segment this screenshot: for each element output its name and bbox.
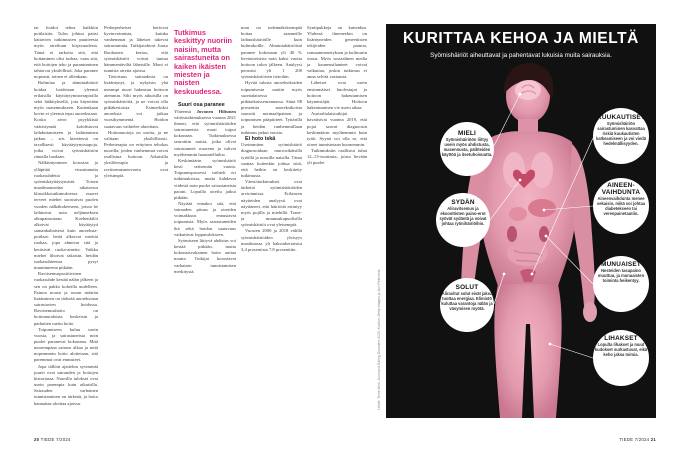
paragraph: Tietoisuus sairaudesta on lisääntynyt, ja nykyisin yhä useampi nuori hakeutuu hoitoon aiemmin. Silti myös aikuisilla on syömishäiriöitä, ja ne voivat olla pitkäkestoisia. Esimerkiksi anoreksia voi jatkua vuosikymmeniä. Hoidon saatavuus vaihtelee alueittain. [104,74,168,129]
paragraph: Vuosien 2000 ja 2018 välillä syömishäiriöiden yleisyys maailmassa yli kaksinkertaistui 3,4 prosentista 7,8 prosenttiin. [241,228,302,252]
magazine-issue-left: TIEDE 7/2024 [40,437,71,442]
infographic-title: KURITTAA KEHOA JA MIELTÄ [403,30,639,47]
paragraph: Bulimiaa ja ahmintahäiriö hoidaa hoidetaan yleensä erilaisilla käyttäytymisterapioilla sekä lääkityksellä, jota käytetään myös masennukseen. Kuitenkaan kovin ei yleensä tepsi anoreksiaan. Koska aivot psyykkistä vääristymää kohdistuvat laihduttamiseen ja laihtuminen jatkuu – siis kiertäessä on tavallisesti käyttäytymistapoja, jotka voivat syömishäiriön rinnalla luodaan. [34,80,98,160]
callout-solut [440,278,494,332]
text-column-2 [104,25,168,420]
stomach-shape [509,207,527,221]
callout-body: Syömishäiriöön liittyy usein myös ahdistusta, masennusta, päihteiden käyttöä ja itsetuhoisuutta. [441,137,493,157]
callout-title: SYDÄN [451,199,475,206]
paragraph: Useimmiten syömishäiriö diagnosoidaan murrosikäisillä tytöillä ja nuorilla naisilla. Tämä saattaa kuitenkin johtua siitä, että heihin on keskitetty tutkimusta. [241,142,302,178]
callout-title: LIHAKSET [604,335,638,342]
page-number-left: 20 [34,437,40,442]
callout-title: SOLUT [455,284,479,291]
brain-shape [515,80,541,100]
paragraph: Toipumiseen kuluu usein vuosia, ja sairastuneista noin puolet paranevat kokonaan. Mitä nuorempana sairaus alkaa ja mitä nopeammin hoito aloitetaan, sitä paremmat ovat ennusteet. [34,326,98,363]
footer-left [34,437,71,442]
paragraph: Perheperheiset kertovat hyvinvoinnista, kuinka vanhemmat ja läheiset tukevat sairastunutta. Tutkijatohtori Juuso Ruohonen kertoo, että syömishäiriöt voivat tuntua hämmentäviltä läheisille. Moni ei tunnista oireita ajoissa. [104,25,168,74]
paragraph: Hoitomuotoja on useita, ja ne valitaan yksilöllisesti. Perheterapia on erityisen tehokas nuorilla, joiden vanhemmat voivat osallistua hoitoon. Aikuisilla yksilöterapia ja ravitsemusneuvonta ovat yleisimpiä. [104,129,168,178]
callout-body: Nesteiden tasapaino muuttuu, ja munuaisten toiminta heikentyy. [597,268,645,283]
paragraph: Väestötutkimukset ovat tärkeitä syömishäiriöiden arvioinnissa. Erilaisten näytteiden analyysit ovat näyttäneet, että häiriöitä esiintyy myös pojilla ja miehillä. Trans- ja muunsukupuolisilla syömishäiriöt ovat yleisempiä. [241,179,302,228]
image-credit: Lähde: Terve Mieli, Journal of Eating Disorders 2023, Kuvitus: Getty Images ja Jani Pirttiniemi [377,269,381,410]
liver-shape [528,199,556,217]
text-column-3 [174,25,236,420]
callout-title: MUNUAISET [601,261,641,268]
kidney-left-shape [507,226,517,242]
paragraph: Näyttää ennakoi sitä, että sairauden pituus ja oireiden voimakkuus ennustavat toipumista. Myös sairastuneiden ikä sekä hoidon saatavuus vaikuttivat lopputulokseen. [174,201,236,237]
lung-right-shape [531,152,553,188]
callout-sydan [436,193,490,247]
callout-body: Syömishäiriön sairastuminen kasvattaa riskiä kuukautisten katkeamiseen ja voi viedä hedelmällisyyden. [595,121,647,146]
paragraph: mon on todennäköisempää hoitaa saanneille laihuushäiriöille kuin bulimikoille. Ahmintahäiriöistä paranee kokonaan yli 40 % lieväoireisista noin kaksi vuotta hoitoon tulon jälkeen. Analyysi perustui yli 1 200 syömishäiriöisen tietoihin. [241,25,302,80]
infographic-subtitle: Syömishäiriöt aiheuttavat ja pahentavat lukuisia muita sairauksia. [430,52,612,59]
paragraph: Nälkiintyminen korostaa ja ylläpitää vinoutunutta ruokasuhdetta ja syömiskäyttäytymistä. Toisen maailmansodan aikaisessa klassikkotutkimuksessa nuoret terveet miehet suostuivat puolen vuoden nälkäkokeeseen, joissa he laihtuivat noin neljänneksen alkupainostaan. Koehenkilöt alkoivat käyttäytyä samankaltaisesti kuin anoreksia-potilaat: heitä alkoivat miettiä ruokaa, jopa ahmivat sitä ja keräsivät ruoka-aineita. Vaikka miehet lihoivat takaisin, heidän ruokasuhteensa pysyi muuttuneena pitkään. [34,160,98,271]
page-number-right: 21 [650,437,656,442]
footer-right [619,437,656,442]
legs-shape [494,284,561,418]
callout-body: Lopulta lihakset ja muut kudokset surkastuvat, eikä keho jaksa toimia. [594,342,648,357]
bold-name-inline: Juvonen Hiltunen [196,108,236,114]
callout-lihakset [593,330,649,386]
callout-title: MIELI [457,130,477,137]
section-subhead: Suuri osa paranee [178,102,225,109]
pull-quote: Tutkimus keskittyy nuoriin naisiin, mutta sairastuneita on kaiken ikäisten miesten ja naisten keskuudessa. [174,28,232,96]
paragraph: Syntipukkeja on kuitenkin. Yhdessä ilmeneekin on lisäntyneiden geneettisten tekijöiden painon, runsaanmenetyksen ja kulttuurin osuus. Myös sosiaalinen media ja kauneusihanteet voivat vaikuttaa, joskin tutkimus ei anna selvää vastausta. [307,25,367,80]
callout-title: AINEEN- VAIHDUNTA [601,182,641,196]
callout-body: Aineenvaihdunta menee sekaisin, mikä voi johtaa diabetekseen tai verenpainetautiin. [596,196,645,216]
paragraph: Tutkimuksiin osallistui tuhat 12–13-vuotiasta, joista lievään yli puolet [307,148,367,166]
paragraph: Ravitsemuspositiivinen ruokasuhde kestää nälän jälkeen ja sen on pakko kokeilla uudelleen. Painon nousu ja ruoan määrän lisääminen on tärkeää anoreksiaan sairastavien hoidossa. Ravitsemushoito on hoitomuodoista keskeisin ja parhaiten tuettu hoito. [34,271,98,326]
text-column-4 [241,25,302,420]
paragraph: Syömiseen liittyvä ahdistus voi kestää pitkään, mutta kokonaisvaltainen hoito auttaa monia. Tutkijat korostavat varhaisen tunnistamisen merkitystä. [174,237,236,274]
callout-body: Aliravitsemus ja eksoottisten paino-erot syövät sydäntä ja voivat johtaa rytmihäiriöihin. [439,206,487,226]
magazine-issue-right: TIEDE 7/2024 [619,437,650,442]
paragraph: Läheiset ovat usein ensimmäiset huolestujat ja hoitoon hakeutumisen käynnistäjät. Hoitoon hakeutuminen vie usein aikaa. [307,80,367,111]
text-column-5 [307,25,367,420]
callout-aineenvaihdunta [593,178,649,234]
text-column-1 [34,25,98,420]
callout-body: Aliravitut solut eivät jaksa tuottaa energiaa. Elimistö kuluttaa varantoja nälän ja väsymisen myötä. [441,291,493,311]
paragraph: Australialaistutkijat havaitsivat vuonna 2019, että pojat saavat diagnoosin keskimäärin myöhemmin kuin tytöt. Syynä voi olla se, että oireet tunnistetaan huonommin. [307,111,367,147]
callout-kuukautiset [593,108,649,164]
paragraph: Hyvää tulosta anoreksikoiden toipumisesta saatiin myös suomalaisessa pitkäaikaisseurannassa. Siinä 88 prosenttia anoreksikoista saavutti normaalipainon ja toipumisen pääpiirteet. Tyttärillä ja heidän vanhemmillaan tutkimus jatkui vuosia. [241,80,302,135]
paragraph: Yhteensä Juvonen Hiltunen väitöstutkimuksessa vuonna 2021 ilmeni, että syömishäiriöiden sairastaneista moni toipui kokonaan. Tutkimuksessa seurattiin naisia, jotka olivat sairastuneet nuorena ja tulivat myöhemmin haastatelluiksi. [174,108,236,157]
callout-munuaiset [593,256,649,312]
paragraph: tat hoidot tehoa kaikkiin potilaisiin. Tulos johtuu paitsi kattavien tutkimusten puutteesta myös oireiluun kirjavuudesta. Tämä ei tarkoita sitä, että hoitaminen olisi turhaa, vaan sitä, että hoitojen teho ja parantuminen tahtoivat yksilöllisiä. Joka paranee nopeasti, toinen ei ollenkaan. [34,25,98,80]
section-subhead: Ei hoto iskä [245,135,276,142]
paragraph: Keskimäärin syömishäiriö kesti seitsemän vuotta. Toipumisprosessi vaihteli eri tutkimuksissa, mutta kahdessa viidestä noin puolet sairastaneista parani. Lopuilla oireilu jatkui pitkään. [174,157,236,200]
callout-mieli [440,122,494,176]
paragraph: Jopa tällöin ajattelun syvimmät juuret ovat sairauden ja hoitojen historiassa. Nuorilla tulokset ovat usein parempia kuin aikuisilla. Sairauden varhainen tunnistaminen on tärkeää, ja hoito kannattaa aloittaa ajoissa. [34,363,98,406]
infographic [386,24,656,418]
callout-title: KUUKAUTISET [597,114,645,121]
